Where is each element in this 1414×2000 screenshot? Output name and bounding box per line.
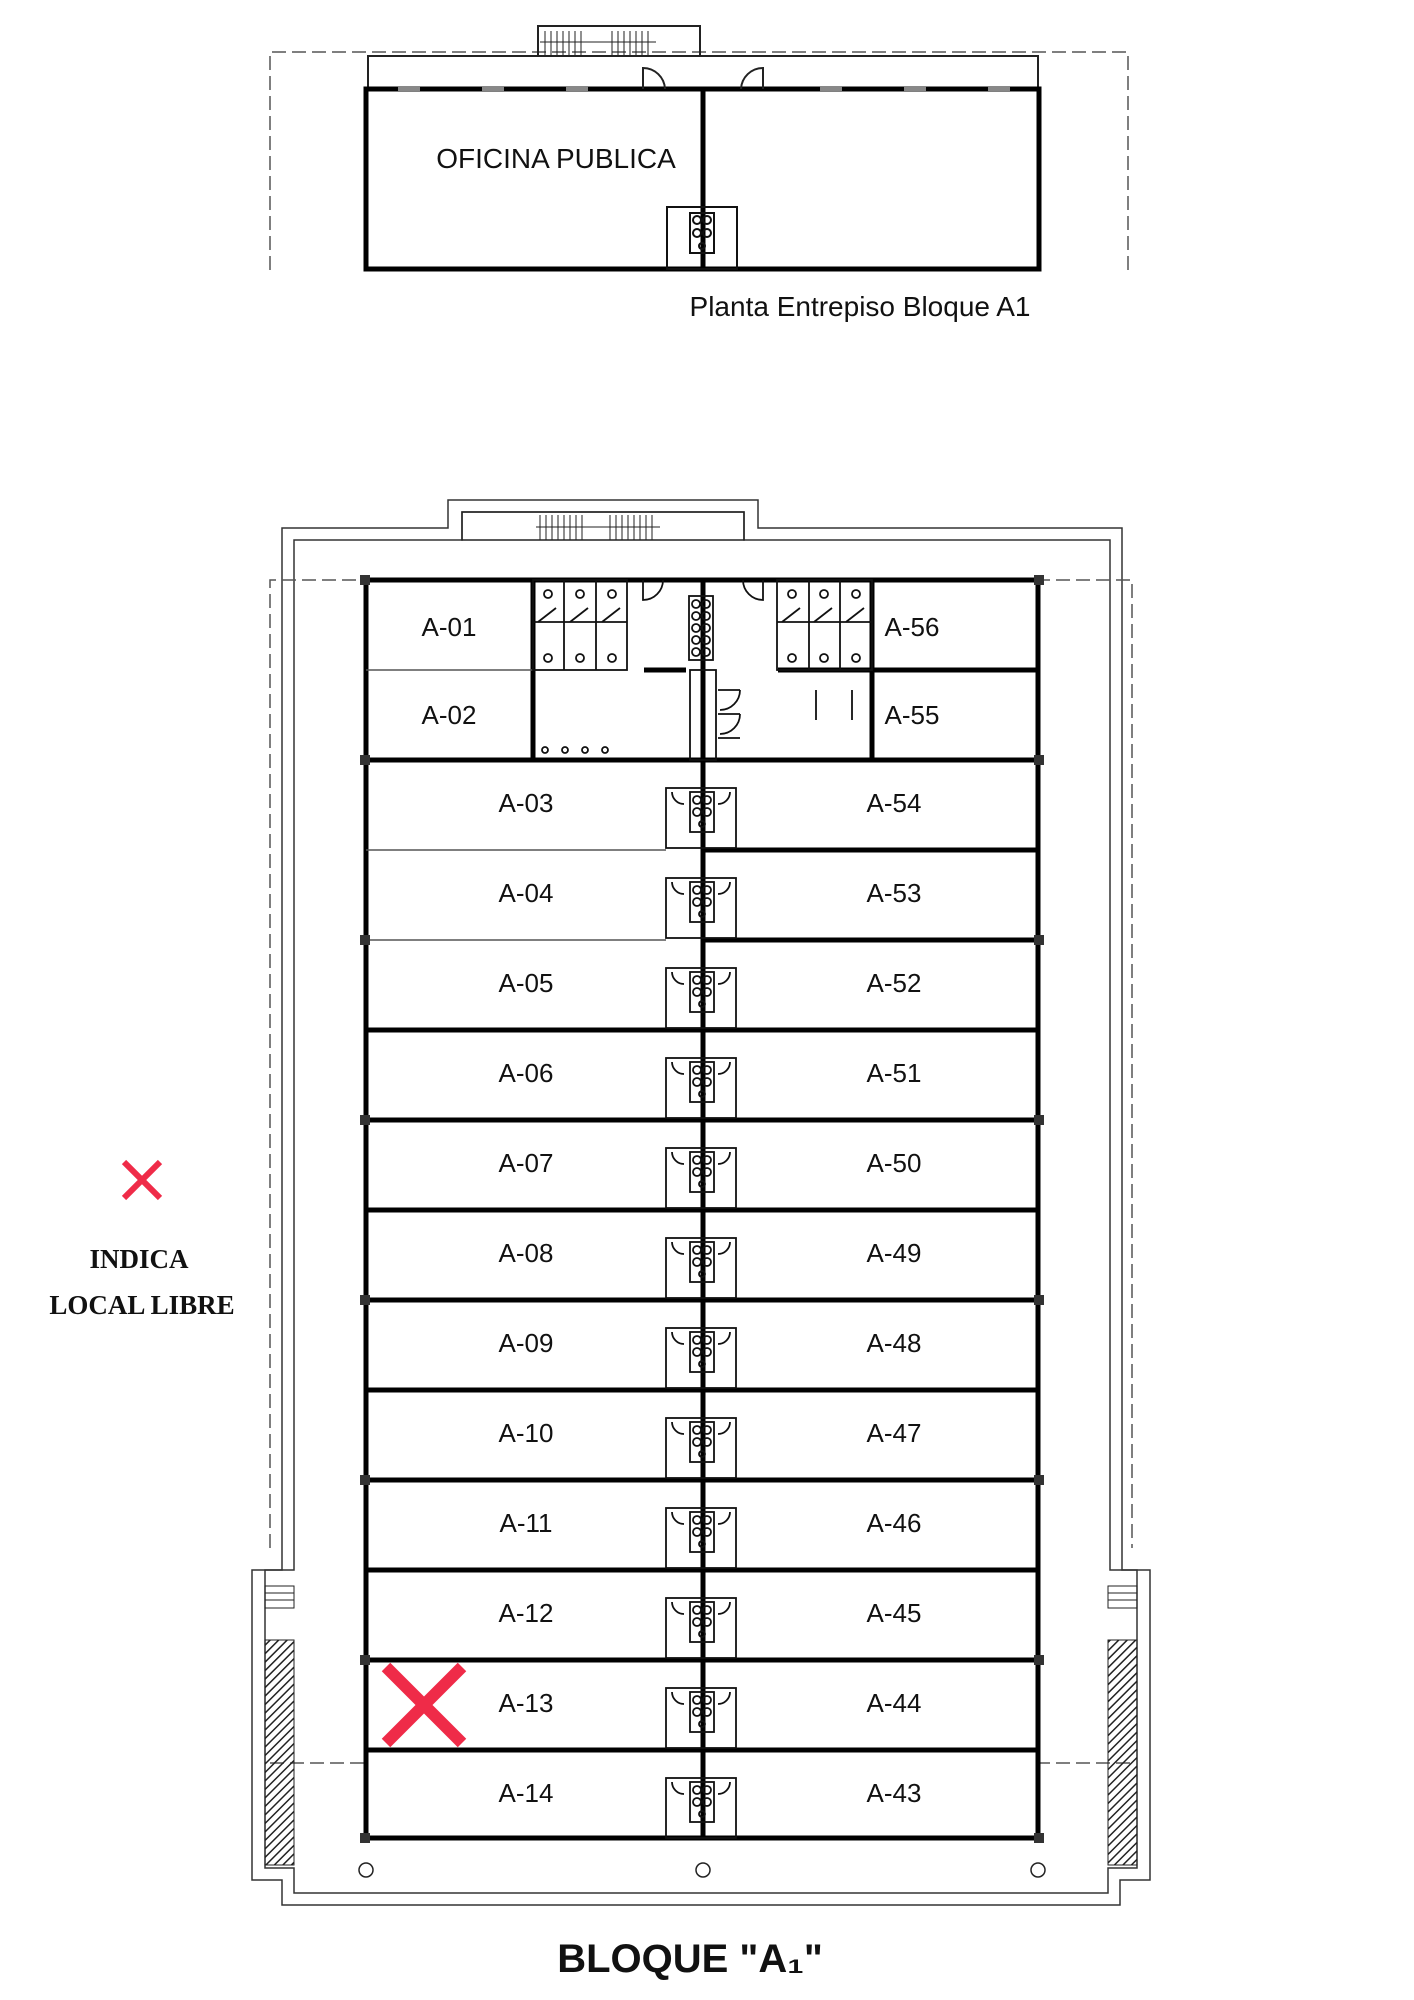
unit-label: A-48 bbox=[866, 1328, 922, 1358]
unit-label: A-03 bbox=[498, 788, 554, 818]
legend-line-1: INDICA bbox=[89, 1244, 189, 1274]
unit-label: A-53 bbox=[866, 878, 922, 908]
mezzanine-plan bbox=[270, 26, 1128, 322]
free-unit-legend-icon bbox=[124, 1162, 160, 1198]
free-unit-marks bbox=[386, 1667, 462, 1743]
unit-label: A-06 bbox=[498, 1058, 554, 1088]
unit-label: A-04 bbox=[498, 878, 554, 908]
office-label: OFICINA PUBLICA bbox=[436, 143, 676, 174]
unit-label: A-44 bbox=[866, 1688, 922, 1718]
unit-label: A-09 bbox=[498, 1328, 554, 1358]
unit-label: A-50 bbox=[866, 1148, 922, 1178]
unit-label: A-07 bbox=[498, 1148, 554, 1178]
unit-label: A-10 bbox=[498, 1418, 554, 1448]
legend-line-2: LOCAL LIBRE bbox=[49, 1290, 235, 1320]
unit-label: A-55 bbox=[884, 700, 940, 730]
unit-label: A-11 bbox=[499, 1508, 553, 1538]
unit-label: A-43 bbox=[866, 1778, 922, 1808]
unit-label: A-45 bbox=[866, 1598, 922, 1628]
unit-label: A-05 bbox=[498, 968, 554, 998]
unit-label: A-01 bbox=[421, 612, 477, 642]
legend bbox=[49, 1162, 234, 1320]
block-title: BLOQUE "A₁" bbox=[557, 1937, 823, 1981]
unit-label: A-08 bbox=[498, 1238, 554, 1268]
free-unit-mark bbox=[386, 1667, 462, 1743]
unit-label: A-54 bbox=[866, 788, 922, 818]
main-block-plan bbox=[252, 500, 1150, 1905]
unit-label: A-12 bbox=[498, 1598, 554, 1628]
unit-label: A-02 bbox=[421, 700, 477, 730]
unit-label: A-47 bbox=[866, 1418, 922, 1448]
unit-label: A-56 bbox=[884, 612, 940, 642]
unit-label: A-13 bbox=[498, 1688, 554, 1718]
mezzanine-caption: Planta Entrepiso Bloque A1 bbox=[689, 291, 1031, 322]
unit-label: A-49 bbox=[866, 1238, 922, 1268]
unit-label: A-51 bbox=[866, 1058, 922, 1088]
unit-label: A-52 bbox=[866, 968, 922, 998]
unit-label: A-14 bbox=[498, 1778, 554, 1808]
unit-label: A-46 bbox=[866, 1508, 922, 1538]
